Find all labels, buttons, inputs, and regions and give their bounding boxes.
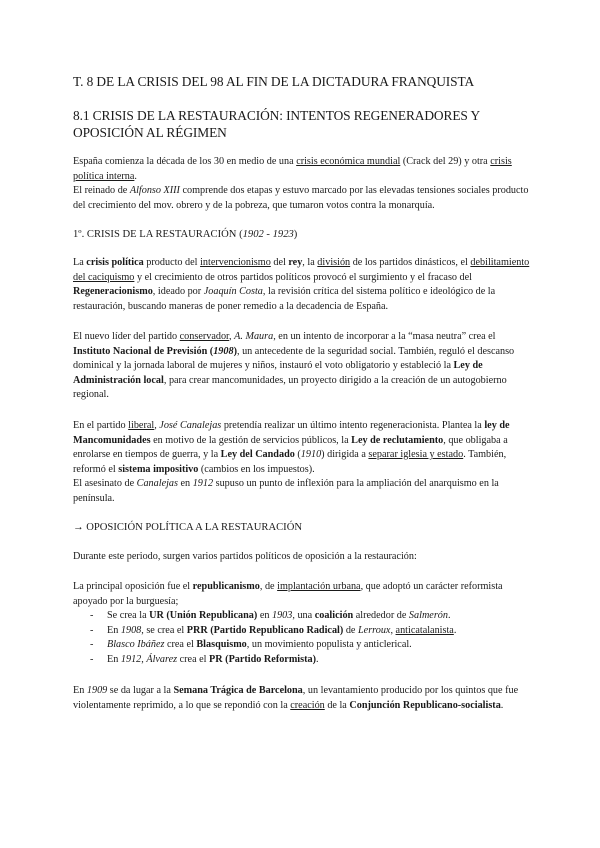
text: intervencionismo [200,257,271,268]
text: En [107,653,121,665]
text: 1909 [86,685,108,696]
text: 1910 [300,449,322,460]
text: Ley del Candado [220,449,295,460]
text: 1902 - 1923 [242,229,294,240]
dash-marker: - [90,653,94,665]
text: Se crea la [107,610,150,621]
text: crisis económica mundial [296,156,401,167]
dash-marker: - [90,624,94,636]
text: Ley de Administración local [73,360,483,386]
text: UR (Unión Republicana) [149,610,258,621]
text: Blasco Ibáñez [107,639,165,650]
text: crea el [177,653,210,665]
text: José Canalejas [159,420,222,431]
party-list [73,609,533,667]
list-item [73,624,533,639]
text: . También, reformó el [73,449,507,475]
text: El reinado de [73,185,130,196]
text: Lerroux [358,624,391,636]
text: 1912 [120,653,142,665]
text: en motivo de la gestión de servicios públicos, la [150,434,352,446]
text: . [500,699,504,711]
text: , que obligaba a enrolarse en tiempos de guerra, y la [73,434,508,460]
text: . [453,624,457,636]
text: coalición [314,610,354,621]
text: producto del [143,257,201,268]
text: división [317,257,351,268]
text: , [390,624,396,636]
text: Semana Trágica de Barcelona [173,685,303,696]
text: Salmerón [408,610,448,621]
paragraph-semana-tragica [73,684,533,713]
text: , [141,653,147,665]
dash-marker: - [90,639,94,650]
text: En [107,624,121,636]
text: La principal oposición fue el [73,581,193,592]
text: Regeneracionismo [73,286,153,297]
text: , que adoptó un carácter reformista apoyado por la burguesía; [73,581,503,607]
text: ) dirigida a [321,449,369,460]
paragraph-republicanismo [73,580,533,609]
text: Álvarez [146,653,178,665]
text: El asesinato de [73,478,137,489]
text: crisis política [86,257,144,268]
text: ( [294,449,301,460]
text: , en un intento de incorporar a la “masa neutra” crea el [273,331,496,342]
text: rey [288,257,303,268]
text: crea el [164,639,197,650]
text: alrededor de [353,610,409,621]
text: conservador [179,331,230,342]
paragraph-crisis-politica [73,256,533,314]
text: se da lugar a la [107,685,174,696]
text: , se crea el [141,624,187,636]
text: ) [293,229,298,240]
subsection-heading-crisis [73,228,533,242]
text: . [447,610,451,621]
text: 1903 [271,610,293,621]
text: , un levantamiento producido por los quintos que fue violentamente reprimido, a lo que se repondió con la [73,685,519,711]
text: , la [302,257,318,268]
text: PRR (Partido Republicano Radical) [186,624,344,636]
text: pretendía realizar un último intento regeneracionista. Plantea la [221,420,485,431]
text: , un movimiento populista y anticlerical. [246,639,412,650]
text: implantación urbana [277,581,361,592]
text: de la [324,699,350,711]
text: El nuevo líder del partido [73,331,180,342]
text: ley de Mancomunidades [73,420,510,446]
paragraph-maura [73,330,533,403]
text: en [177,478,193,489]
text: , para crear mancomunidades, un proyecto dirigido a la creación de un autogobierno regional. [73,374,507,400]
section-title: 8.1 CRISIS DE LA RESTAURACIÓN: INTENTOS REGENERADORES Y OPOSICIÓN AL RÉGIMEN [73,108,480,140]
text: , [154,420,160,431]
text: en [257,610,272,621]
text: Blasquismo [196,639,247,650]
paragraph-canalejas [73,419,533,506]
text: 1912 [192,478,214,489]
text: ) [233,345,237,357]
text: , [229,331,235,342]
text: sistema impositivo [118,463,199,475]
list-item [73,653,533,668]
document-title: T. 8 DE LA CRISIS DEL 98 AL FIN DE LA DICTADURA FRANQUISTA [73,74,475,89]
text: Joaquín Costa [203,286,263,297]
text: anticatalanista [395,624,454,636]
dash-marker: - [90,610,94,621]
intro-paragraph [73,155,533,213]
list-item [73,638,533,653]
text: de los partidos dinásticos, el [350,257,471,268]
text: liberal [128,420,155,431]
text: de [343,624,358,636]
text: 1908 [213,345,234,357]
text: debilitamiento del caciquismo [73,257,530,283]
text: y el crecimiento de otros partidos políticos provocó el surgimiento y el fracaso del [134,271,472,283]
text: (Crack del 29) y otra [400,156,491,167]
text: supuso un punto de inflexión para la ampliación del anarquismo en la península. [73,478,499,504]
subsection-heading-oposicion: → OPOSICIÓN POLÍTICA A LA RESTAURACIÓN [73,522,302,533]
text: republicanismo [192,581,260,592]
text: , de [259,581,278,592]
text: , la revisión crítica del sistema político e ideológico de la restauración, buscando maneras de poner remedio a la decadencia de España. [73,286,496,312]
text: Instituto Nacional de Previsión ( [73,345,214,357]
text: crisis política interna [73,156,512,182]
text: . [315,653,319,665]
text: Alfonso XIII [129,185,180,196]
text: España comienza la década de los 30 en medio de una [73,156,297,167]
text: , ideado por [152,286,204,297]
text: , un antecedente de la seguridad social. También, reguló el descanso dominical y la jornada laboral de mujeres y niños, instauró el voto obligatorio y estableció la [73,345,515,371]
text: , una [292,610,315,621]
text: . [134,170,137,182]
text: separar iglesia y estado [368,449,464,460]
text: La [73,257,87,268]
text: En el partido [73,420,129,431]
text: Ley de reclutamiento [351,434,444,446]
text: En [73,685,87,696]
paragraph-oposicion-intro: Durante este periodo, surgen varios partidos políticos de oposición a la restauración: [73,551,417,562]
text: 1908 [120,624,142,636]
text: A. Maura [234,331,274,342]
text: creación [290,699,325,711]
text: 1º. CRISIS DE LA RESTAURACIÓN ( [73,229,243,240]
text: comprende dos etapas y estuvo marcado por las elevadas tensiones sociales producto del crecimiento del mov. obrero y de la pobreza, que tumaron votos contra la monarquía. [73,185,529,211]
text: (cambios en los impuestos). [198,463,315,475]
text: Canalejas [136,478,178,489]
text: del [270,257,289,268]
text: Conjunción Republicano-socialista [349,699,501,711]
list-item [73,609,533,624]
text: PR (Partido Reformista) [209,653,316,665]
